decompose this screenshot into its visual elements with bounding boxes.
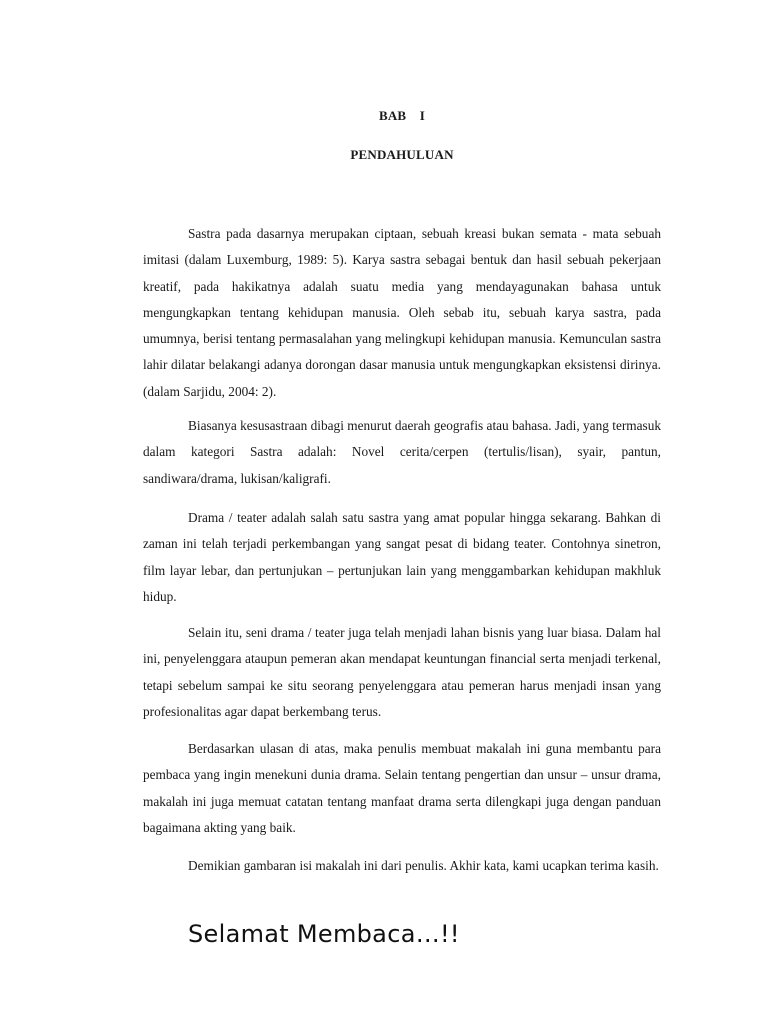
closing-greeting: Selamat Membaca…!! (188, 920, 460, 948)
paragraph-1: Sastra pada dasarnya merupakan ciptaan, sebuah kreasi bukan semata - mata sebuah imitasi (dalam Luxemburg, 1989: 5). Karya sastra sebagai bentuk dan hasil sebuah pekerjaan kreatif, pada hakikatnya adalah suatu media yang mendayagunakan bahasa untuk mengungkapkan tentang kehidupan manusia. Oleh sebab itu, sebuah karya sastra, pada umumnya, berisi tentang permasalahan yang melingkupi kehidupan manusia. Kemunculan sastra lahir dilatar belakangi adanya dorongan dasar manusia untuk mengungkapkan eksistensi dirinya. (dalam Sarjidu, 2004: 2). (143, 226, 661, 399)
paragraph-3: Drama / teater adalah salah satu sastra yang amat popular hingga sekarang. Bahkan di zaman ini telah terjadi perkembangan yang sangat pesat di bidang teater. Contohnya sinetron, film layar lebar, dan pertunjukan – pertunjukan lain yang menggambarkan kehidupan makhluk hidup. (143, 510, 661, 604)
chapter-title: PENDAHULUAN (350, 147, 454, 162)
chapter-heading: BAB I (378, 108, 426, 123)
paragraph-4: Selain itu, seni drama / teater juga telah menjadi lahan bisnis yang luar biasa. Dalam hal ini, penyelenggara ataupun pemeran akan mendapat keuntungan financial serta menjadi terkenal, tetapi sebelum sampai ke situ seorang penyelenggara atau pemeran harus menjadi insan yang profesionalitas agar dapat berkembang terus. (143, 625, 661, 719)
paragraph-5: Berdasarkan ulasan di atas, maka penulis membuat makalah ini guna membantu para pembaca yang ingin menekuni dunia drama. Selain tentang pengertian dan unsur – unsur drama, makalah ini juga memuat catatan tentang manfaat drama serta dilengkapi juga dengan panduan bagaimana akting yang baik. (143, 741, 661, 835)
paragraph-6: Demikian gambaran isi makalah ini dari penulis. Akhir kata, kami ucapkan terima kasih. (188, 858, 659, 873)
paragraph-2: Biasanya kesusastraan dibagi menurut daerah geografis atau bahasa. Jadi, yang termasuk dalam kategori Sastra adalah: Novel cerita/cerpen (tertulis/lisan), syair, pantun, sandiwara/drama, lukisan/kaligrafi. (143, 418, 661, 486)
